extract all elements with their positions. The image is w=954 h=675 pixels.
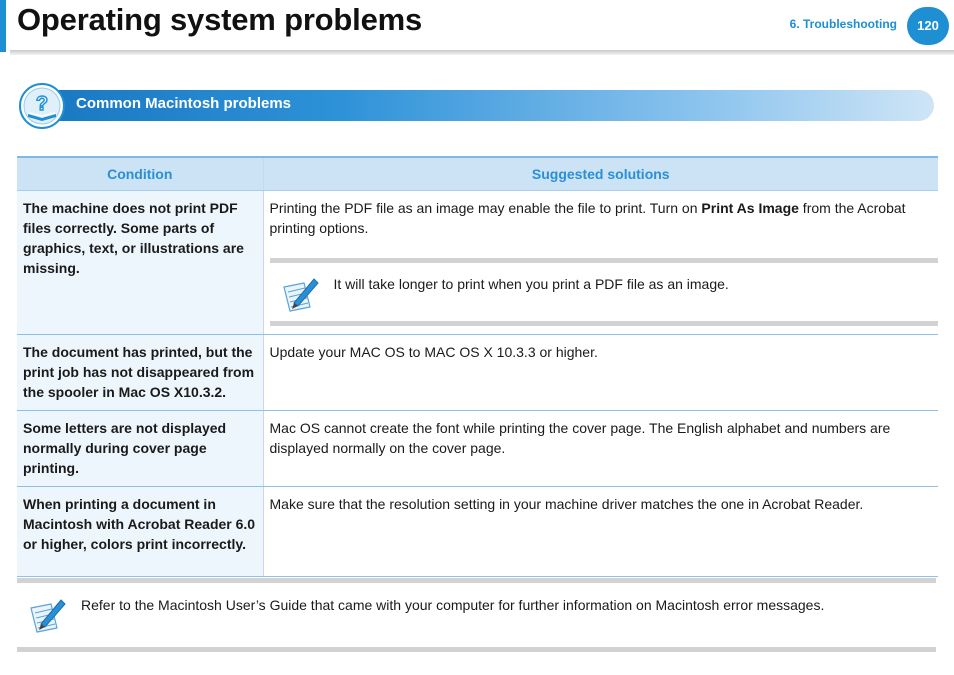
table-row [17,411,938,487]
solution-option-name: Print As Image [701,200,799,216]
footer-note-text: Refer to the Macintosh User’s Guide that came with your computer for further information on Macintosh error messages. [81,597,825,613]
solution-cell: Make sure that the resolution setting in your machine driver matches the one in Acrobat Reader. [263,487,938,577]
chapter-label: 6. Troubleshooting [789,17,897,31]
note-text: It will take longer to print when you print a PDF file as an image. [333,276,729,292]
solution-cell: Mac OS cannot create the font while printing the cover page. The English alphabet and numbers are displayed normally on the cover page. [263,411,938,487]
table-row [17,191,938,335]
section-title: Common Macintosh problems [76,95,292,112]
footer-note [17,578,936,652]
question-book-icon [18,82,66,130]
condition-cell: The machine does not print PDF files correctly. Some parts of graphics, text, or illustrations are missing. [17,191,263,335]
condition-cell: When printing a document in Macintosh with Acrobat Reader 6.0 or higher, colors print incorrectly. [17,487,263,577]
table-row [17,335,938,411]
page-title: Operating system problems [17,2,423,37]
note-pencil-icon [27,594,69,636]
svg-text:?: ? [35,93,49,115]
table-header-row [17,157,938,191]
note-pencil-icon [280,273,322,315]
condition-cell: Some letters are not displayed normally during cover page printing. [17,411,263,487]
column-header-condition: Condition [17,157,263,191]
solution-text: Printing the PDF file as an image may enable the file to print. Turn on [269,200,702,216]
column-header-solutions: Suggested solutions [263,157,938,191]
solution-cell: Update your MAC OS to MAC OS X 10.3.3 or higher. [263,335,938,411]
page-number-badge: 120 [907,7,949,45]
inline-note [270,258,939,326]
condition-cell: The document has printed, but the print job has not disappeared from the spooler in Mac OS X10.3.2. [17,335,263,411]
solution-text: from the Acrobat printing options. [269,200,906,236]
problems-table [17,156,938,577]
table-row [17,487,938,577]
header-divider [10,50,954,55]
header-accent-bar [0,0,6,52]
solution-cell [263,191,938,335]
